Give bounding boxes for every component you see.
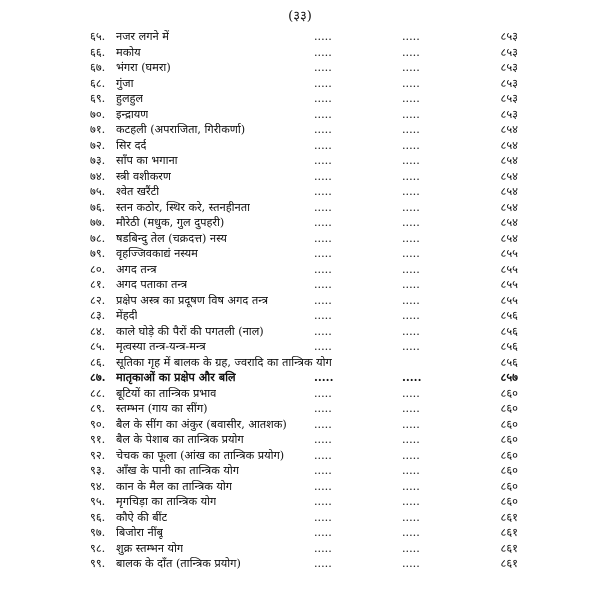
dot-leader: ..... (402, 479, 420, 493)
entry-page-number: ८५४ (500, 138, 518, 152)
entry-page-number: ८५५ (500, 278, 518, 291)
dot-leader: ..... (314, 510, 332, 524)
entry-title: बालक के दाँत (तान्त्रिक प्रयोग) (116, 557, 241, 570)
entry-number: ८२. (90, 293, 106, 307)
entry-title: शुक्र स्तम्भन योग (116, 541, 184, 555)
dot-leader: ..... (314, 495, 332, 508)
table-of-contents (0, 29, 600, 572)
entry-number: ७७. (90, 216, 106, 229)
dot-leader: ..... (314, 92, 332, 105)
entry-title: हुलहुल (116, 92, 144, 105)
dot-leader: ..... (402, 370, 422, 384)
dot-leader: ..... (314, 76, 332, 90)
dot-leader: ..... (314, 417, 332, 431)
dot-leader: ..... (314, 309, 332, 322)
dot-leader: ..... (402, 526, 420, 539)
toc-entry (0, 510, 600, 526)
dot-leader: ..... (402, 541, 420, 555)
dot-leader: ..... (402, 557, 420, 570)
dot-leader: ..... (402, 200, 420, 214)
toc-entry (0, 200, 600, 216)
entry-title: साँप का भगाना (116, 154, 178, 167)
entry-title: अगद पताका तन्त्र (116, 278, 188, 291)
entry-page-number: ८६० (500, 433, 518, 446)
entry-number: ९८. (90, 541, 106, 555)
toc-entry (0, 76, 600, 92)
entry-page-number: ८५५ (500, 262, 518, 276)
dot-leader: ..... (314, 370, 334, 384)
toc-entry (0, 231, 600, 247)
dot-leader: ..... (314, 464, 332, 477)
dot-leader: ..... (314, 231, 332, 245)
dot-leader: ..... (402, 138, 420, 152)
toc-entry (0, 29, 600, 45)
entry-number: ९६. (90, 510, 106, 524)
dot-leader: ..... (314, 526, 332, 539)
entry-page-number: ८६० (500, 479, 518, 493)
entry-page-number: ८६१ (500, 541, 518, 555)
entry-number: ८७. (90, 370, 106, 384)
entry-number: ८६. (90, 355, 106, 369)
dot-leader: ..... (402, 107, 420, 121)
dot-leader: ..... (314, 448, 332, 462)
toc-entry (0, 138, 600, 154)
entry-number: ७५. (90, 185, 106, 198)
entry-page-number: ८६० (500, 448, 518, 462)
entry-title: षडबिन्दु तेल (चक्रदत्त) नस्य (116, 231, 227, 245)
entry-number: ७३. (90, 154, 106, 167)
entry-number: ९७. (90, 526, 106, 539)
toc-entry (0, 246, 600, 262)
entry-number: ९३. (90, 464, 106, 477)
entry-page-number: ८६० (500, 464, 518, 477)
dot-leader: ..... (402, 448, 420, 462)
page-number: (३३) (288, 9, 312, 24)
dot-leader: ..... (314, 169, 332, 183)
entry-number: ८०. (90, 262, 106, 276)
dot-leader: ..... (402, 247, 420, 260)
entry-page-number: ८६० (500, 417, 518, 431)
entry-page-number: ८५४ (500, 185, 518, 198)
entry-page-number: ८५५ (500, 247, 518, 260)
entry-page-number: ८५३ (500, 30, 518, 43)
toc-entry (0, 60, 600, 76)
toc-entry (0, 293, 600, 309)
entry-title: बैल के पेशाब का तान्त्रिक प्रयोग (116, 433, 244, 446)
toc-entry (0, 479, 600, 495)
dot-leader: ..... (314, 433, 332, 446)
entry-page-number: ८५३ (500, 76, 518, 90)
entry-title: इन्द्रायण (116, 107, 149, 121)
entry-number: ७१. (90, 123, 106, 136)
dot-leader: ..... (402, 433, 420, 446)
entry-number: ८४. (90, 324, 106, 338)
toc-entry (0, 308, 600, 324)
dot-leader: ..... (402, 61, 420, 74)
dot-leader: ..... (402, 340, 420, 353)
entry-page-number: ८५४ (500, 200, 518, 214)
dot-leader: ..... (402, 169, 420, 183)
dot-leader: ..... (314, 479, 332, 493)
entry-number: ८९. (90, 402, 106, 415)
entry-title: काले घोड़े की पैरों की पगतली (नाल) (116, 324, 264, 338)
dot-leader: ..... (402, 324, 420, 338)
toc-entry (0, 417, 600, 433)
entry-title: वृहज्जिवकाद्यं नस्यम (116, 247, 198, 260)
entry-page-number: ८६१ (500, 557, 518, 570)
dot-leader: ..... (314, 138, 332, 152)
entry-page-number: ८५६ (500, 340, 518, 353)
dot-leader: ..... (402, 123, 420, 136)
dot-leader: ..... (314, 293, 332, 307)
toc-entry (0, 432, 600, 448)
entry-number: ९१. (90, 433, 106, 446)
entry-page-number: ८५४ (500, 123, 518, 136)
entry-title: अगद तन्त्र (116, 262, 157, 276)
entry-title: स्तम्भन (गाय का सींग) (116, 402, 208, 415)
toc-entry (0, 107, 600, 123)
entry-title: मकोय (116, 45, 141, 59)
entry-title: सिर दर्द (116, 138, 147, 152)
toc-entry (0, 386, 600, 402)
entry-title: प्रक्षेप अस्त्र का प्रदूषण विष अगद तन्त्र (116, 293, 269, 307)
entry-page-number: ८६० (500, 386, 518, 400)
entry-page-number: ८५६ (500, 355, 518, 369)
entry-number: ९५. (90, 495, 106, 508)
entry-title: श्वेत खरैंटी (116, 185, 160, 198)
entry-title: कटहली (अपराजिता, गिरीकर्णा) (116, 123, 246, 136)
dot-leader: ..... (314, 324, 332, 338)
dot-leader: ..... (402, 30, 420, 43)
toc-entry (0, 401, 600, 417)
entry-number: ६७. (90, 61, 106, 74)
dot-leader: ..... (402, 293, 420, 307)
entry-page-number: ८५६ (500, 309, 518, 322)
dot-leader: ..... (402, 495, 420, 508)
entry-number: ९०. (90, 417, 106, 431)
dot-leader: ..... (402, 262, 420, 276)
dot-leader: ..... (402, 92, 420, 105)
toc-entry (0, 339, 600, 355)
entry-number: ६६. (90, 45, 106, 59)
entry-title: बूटियों का तान्त्रिक प्रभाव (116, 386, 217, 400)
entry-number: ७०. (90, 107, 106, 121)
entry-page-number: ८५४ (500, 231, 518, 245)
dot-leader: ..... (402, 216, 420, 229)
toc-entry (0, 153, 600, 169)
entry-number: ७९. (90, 247, 106, 260)
entry-title: गुंजा (116, 76, 134, 90)
toc-entry (0, 324, 600, 340)
dot-leader: ..... (402, 154, 420, 167)
entry-title: बिजोरा नींबू (116, 526, 164, 539)
entry-number: ७२. (90, 138, 106, 152)
entry-page-number: ८५४ (500, 154, 518, 167)
entry-number: ९२. (90, 448, 106, 462)
dot-leader: ..... (402, 185, 420, 198)
entry-page-number: ८६१ (500, 510, 518, 524)
dot-leader: ..... (402, 417, 420, 431)
entry-title: मृत्वस्या तन्त्र-यन्त्र-मन्त्र (116, 340, 206, 353)
dot-leader: ..... (402, 76, 420, 90)
entry-title: मातृकाओं का प्रक्षेप और बलि (116, 370, 236, 384)
toc-entry (0, 91, 600, 107)
toc-entry (0, 355, 600, 371)
dot-leader: ..... (402, 464, 420, 477)
entry-title: आँख के पानी का तान्त्रिक योग (116, 464, 240, 477)
dot-leader: ..... (402, 510, 420, 524)
entry-number: ६९. (90, 92, 106, 105)
entry-number: ९४. (90, 479, 106, 493)
toc-entry (0, 184, 600, 200)
dot-leader: ..... (314, 386, 332, 400)
dot-leader: ..... (314, 200, 332, 214)
entry-number: ८८. (90, 386, 106, 400)
entry-page-number: ८६० (500, 495, 518, 508)
entry-title: कान के मैल का तान्त्रिक योग (116, 479, 233, 493)
dot-leader: ..... (402, 231, 420, 245)
entry-number: ६५. (90, 30, 106, 43)
entry-page-number: ८५४ (500, 216, 518, 229)
dot-leader: ..... (314, 340, 332, 353)
toc-entry (0, 122, 600, 138)
entry-number: ७८. (90, 231, 106, 245)
entry-page-number: ८५३ (500, 61, 518, 74)
dot-leader: ..... (402, 45, 420, 59)
entry-number: ७६. (90, 200, 106, 214)
dot-leader: ..... (314, 30, 332, 43)
dot-leader: ..... (314, 61, 332, 74)
entry-title: भंगरा (घमरा) (116, 61, 171, 74)
entry-title: स्तन कठोर, स्थिर करे, स्तनहीनता (116, 200, 251, 214)
dot-leader: ..... (314, 216, 332, 229)
dot-leader: ..... (314, 541, 332, 555)
entry-title: मृगचिड़ा का तान्त्रिक योग (116, 495, 217, 508)
entry-number: ६८. (90, 76, 106, 90)
entry-page-number: ८५३ (500, 92, 518, 105)
dot-leader: ..... (402, 402, 420, 415)
entry-number: ८५. (90, 340, 106, 353)
entry-page-number: ८५३ (500, 45, 518, 59)
toc-entry (0, 448, 600, 464)
dot-leader: ..... (314, 247, 332, 260)
entry-title: स्त्री वशीकरण (116, 169, 171, 183)
dot-leader: ..... (314, 185, 332, 198)
toc-entry (0, 525, 600, 541)
toc-entry (0, 494, 600, 510)
entry-title: सूतिका गृह में बालक के ग्रह, ज्वरादि का तान्त्रिक योग (116, 355, 332, 369)
dot-leader: ..... (402, 278, 420, 291)
dot-leader: ..... (314, 557, 332, 570)
dot-leader: ..... (314, 278, 332, 291)
toc-entry (0, 169, 600, 185)
entry-title: मेंहदी (116, 309, 138, 322)
dot-leader: ..... (314, 262, 332, 276)
dot-leader: ..... (402, 309, 420, 322)
toc-entry (0, 262, 600, 278)
dot-leader: ..... (402, 386, 420, 400)
dot-leader: ..... (314, 123, 332, 136)
entry-page-number: ८५४ (500, 169, 518, 183)
entry-page-number: ८५७ (500, 370, 518, 384)
entry-page-number: ८५५ (500, 293, 518, 307)
toc-entry (0, 556, 600, 572)
entry-number: ८३. (90, 309, 106, 322)
toc-entry (0, 463, 600, 479)
entry-title: मौरेठी (मधुक, गुल दुपहरी) (116, 216, 225, 229)
entry-page-number: ८५३ (500, 107, 518, 121)
entry-title: बैल के सींग का अंकुर (बवासीर, आतशक) (116, 417, 287, 431)
entry-page-number: ८६१ (500, 526, 518, 539)
entry-page-number: ८५६ (500, 324, 518, 338)
toc-entry (0, 277, 600, 293)
dot-leader: ..... (314, 45, 332, 59)
entry-number: ७४. (90, 169, 106, 183)
entry-title: कौऐ की बींट (116, 510, 168, 524)
toc-entry (0, 370, 600, 386)
toc-entry (0, 215, 600, 231)
entry-title: चेचक का फूला (आंख का तान्त्रिक प्रयोग) (116, 448, 285, 462)
entry-number: ९९. (90, 557, 106, 570)
dot-leader: ..... (314, 154, 332, 167)
toc-entry (0, 45, 600, 61)
entry-page-number: ८६० (500, 402, 518, 415)
dot-leader: ..... (314, 107, 332, 121)
entry-number: ८१. (90, 278, 106, 291)
toc-entry (0, 541, 600, 557)
dot-leader: ..... (314, 402, 332, 415)
entry-title: नजर लगने में (116, 30, 169, 43)
